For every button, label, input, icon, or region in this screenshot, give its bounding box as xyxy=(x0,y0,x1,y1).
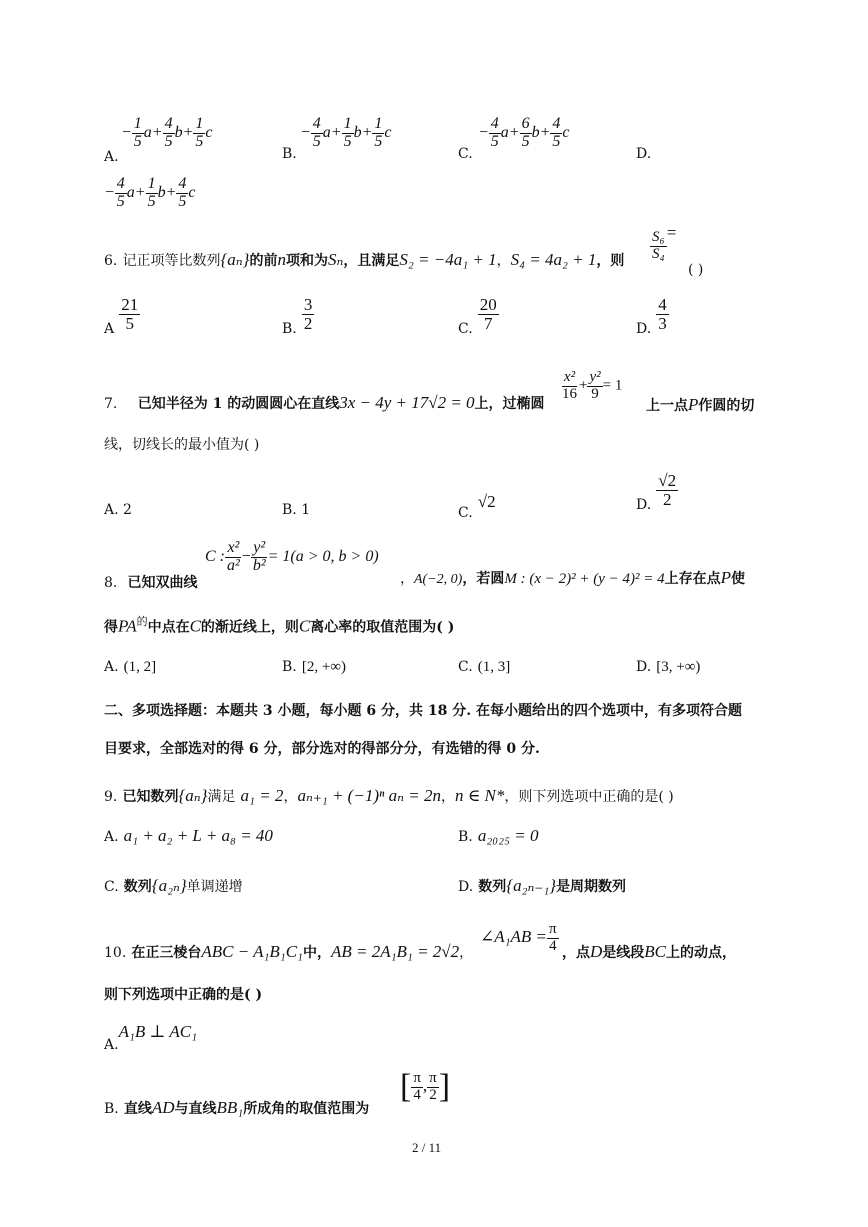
q10-stem-tail: ，点D是线段BC上的动点， xyxy=(562,942,737,961)
q5-option-b-label: B. xyxy=(282,146,297,162)
q7-option-a: A. 2 xyxy=(104,502,132,518)
q10-option-b: B. 直线AD与直线BB₁所成角的取值范围为 xyxy=(104,1098,370,1117)
q8-stem-line2: 得$PA^的$中点在C的渐近线上，则C离心率的取值范围为( ) xyxy=(104,615,455,636)
section2-heading-line2: 目要求，全部选对的得 6 分，部分选对的得部分分，有选错的得 0 分. xyxy=(104,741,540,757)
q8-stem-prefix: 8. 已知双曲线 xyxy=(104,575,198,591)
q9-option-c: C. 数列{a₂ₙ}单调递增 xyxy=(104,876,243,895)
q7-stem-line2: 线，切线长的最小值为( ) xyxy=(104,437,260,453)
q10-stem-line2: 则下列选项中正确的是( ) xyxy=(104,987,263,1003)
q5-option-c-expr: − $\frac{4}{5}$ a+ $\frac{6}{5}$ b+ $\frac{4}{5}$ c xyxy=(478,115,570,150)
q7-option-c: C. √2 xyxy=(458,492,496,521)
q8-option-c: C. (1, 3] xyxy=(458,659,511,675)
q6-paren: ( ) xyxy=(688,262,704,278)
q8-option-a: A. (1, 2] xyxy=(104,659,157,675)
q10-stem: 10. 在正三棱台ABC − A₁B₁C₁中，AB = 2A₁B₁ = 2√2， xyxy=(104,942,474,961)
q8-option-b: B. [2, +∞) xyxy=(282,659,346,675)
q10-option-a: A.A₁B ⊥ AC₁ xyxy=(104,1022,198,1053)
q5-option-c-label: C. xyxy=(458,146,473,162)
q9-option-b: B. a₂₀₂₅ = 0 xyxy=(458,826,539,845)
q9-option-d: D. 数列{a₂ₙ₋₁}是周期数列 xyxy=(458,876,627,895)
q8-hyperbola: C : $\frac{\text{x²}}{\text{a²}}$ − $\frac{\text{y²}}{\text{b²}}$ = 1(a > 0, b > 0) xyxy=(205,539,379,574)
q7-option-b: B. 1 xyxy=(282,502,311,518)
q6-option-b: B. $\frac{3}{2}$ xyxy=(282,295,313,337)
q7-option-d: D. $\frac{√2}{2}$ xyxy=(636,471,677,513)
q6-stem: 6. 记正项等比数列{aₙ}的前n项和为Sₙ，且满足S₂ = −4a₁ + 1，S₄ = 4a₂ + 1，则 xyxy=(104,250,625,269)
q6-ratio: $\frac{\text{S₆}}{\text{S₄}}$ = xyxy=(652,223,677,262)
q7-stem-tail: 上一点P作圆的切 xyxy=(646,395,755,414)
q10-angle: ∠A₁AB = $\frac{\pi}{4}$ xyxy=(480,921,557,954)
q5-option-a-expr: − $\frac{1}{5}$ a+ $\frac{4}{5}$ b+ $\frac{1}{5}$ c xyxy=(121,115,213,150)
q10-option-b-range: [ $\frac{\pi}{4}$ , $\frac{\pi}{2}$ ] xyxy=(400,1068,451,1105)
section2-heading-line1: 二、多项选择题：本题共 3 小题，每小题 6 分，共 18 分. 在每小题给出的四个选项中，有多项符合题 xyxy=(104,703,742,719)
q5-option-d-label: D. xyxy=(636,146,652,162)
q9-stem: 9. 已知数列{aₙ}满足 a₁ = 2，aₙ₊₁ + (−1)ⁿ aₙ = 2n，n ∈ N*，则下列选项中正确的是( ) xyxy=(104,786,674,805)
q6-option-d: D. $\frac{4}{3}$ xyxy=(636,295,667,337)
q5-option-b-expr: − $\frac{4}{5}$ a+ $\frac{1}{5}$ b+ $\frac{1}{5}$ c xyxy=(300,115,392,150)
q5-option-d-expr: − $\frac{4}{5}$ a+ $\frac{1}{5}$ b+ $\frac{4}{5}$ c xyxy=(104,175,196,210)
q9-option-a: A. a₁ + a₂ + L + a₈ = 40 xyxy=(104,826,273,845)
q5-option-a: A. xyxy=(104,149,119,165)
q7-stem: 7. 已知半径为 1 的动圆圆心在直线3x − 4y + 17√2 = 0上，过椭圆 xyxy=(104,393,545,412)
q8-stem-mid: ，A(−2, 0)，若圆M : (x − 2)² + (y − 4)² = 4上存在点P使 xyxy=(400,568,745,587)
q7-ellipse: $\frac{\text{x²}}{16}$ + $\frac{\text{y²}}{9}$ = 1 xyxy=(562,369,623,402)
q6-option-a: A $\frac{21}{5}$ xyxy=(104,295,139,337)
q6-option-c: C. $\frac{20}{7}$ xyxy=(458,295,497,337)
q8-option-d: D. [3, +∞) xyxy=(636,659,701,675)
page-number: 2 / 11 xyxy=(412,1140,442,1155)
